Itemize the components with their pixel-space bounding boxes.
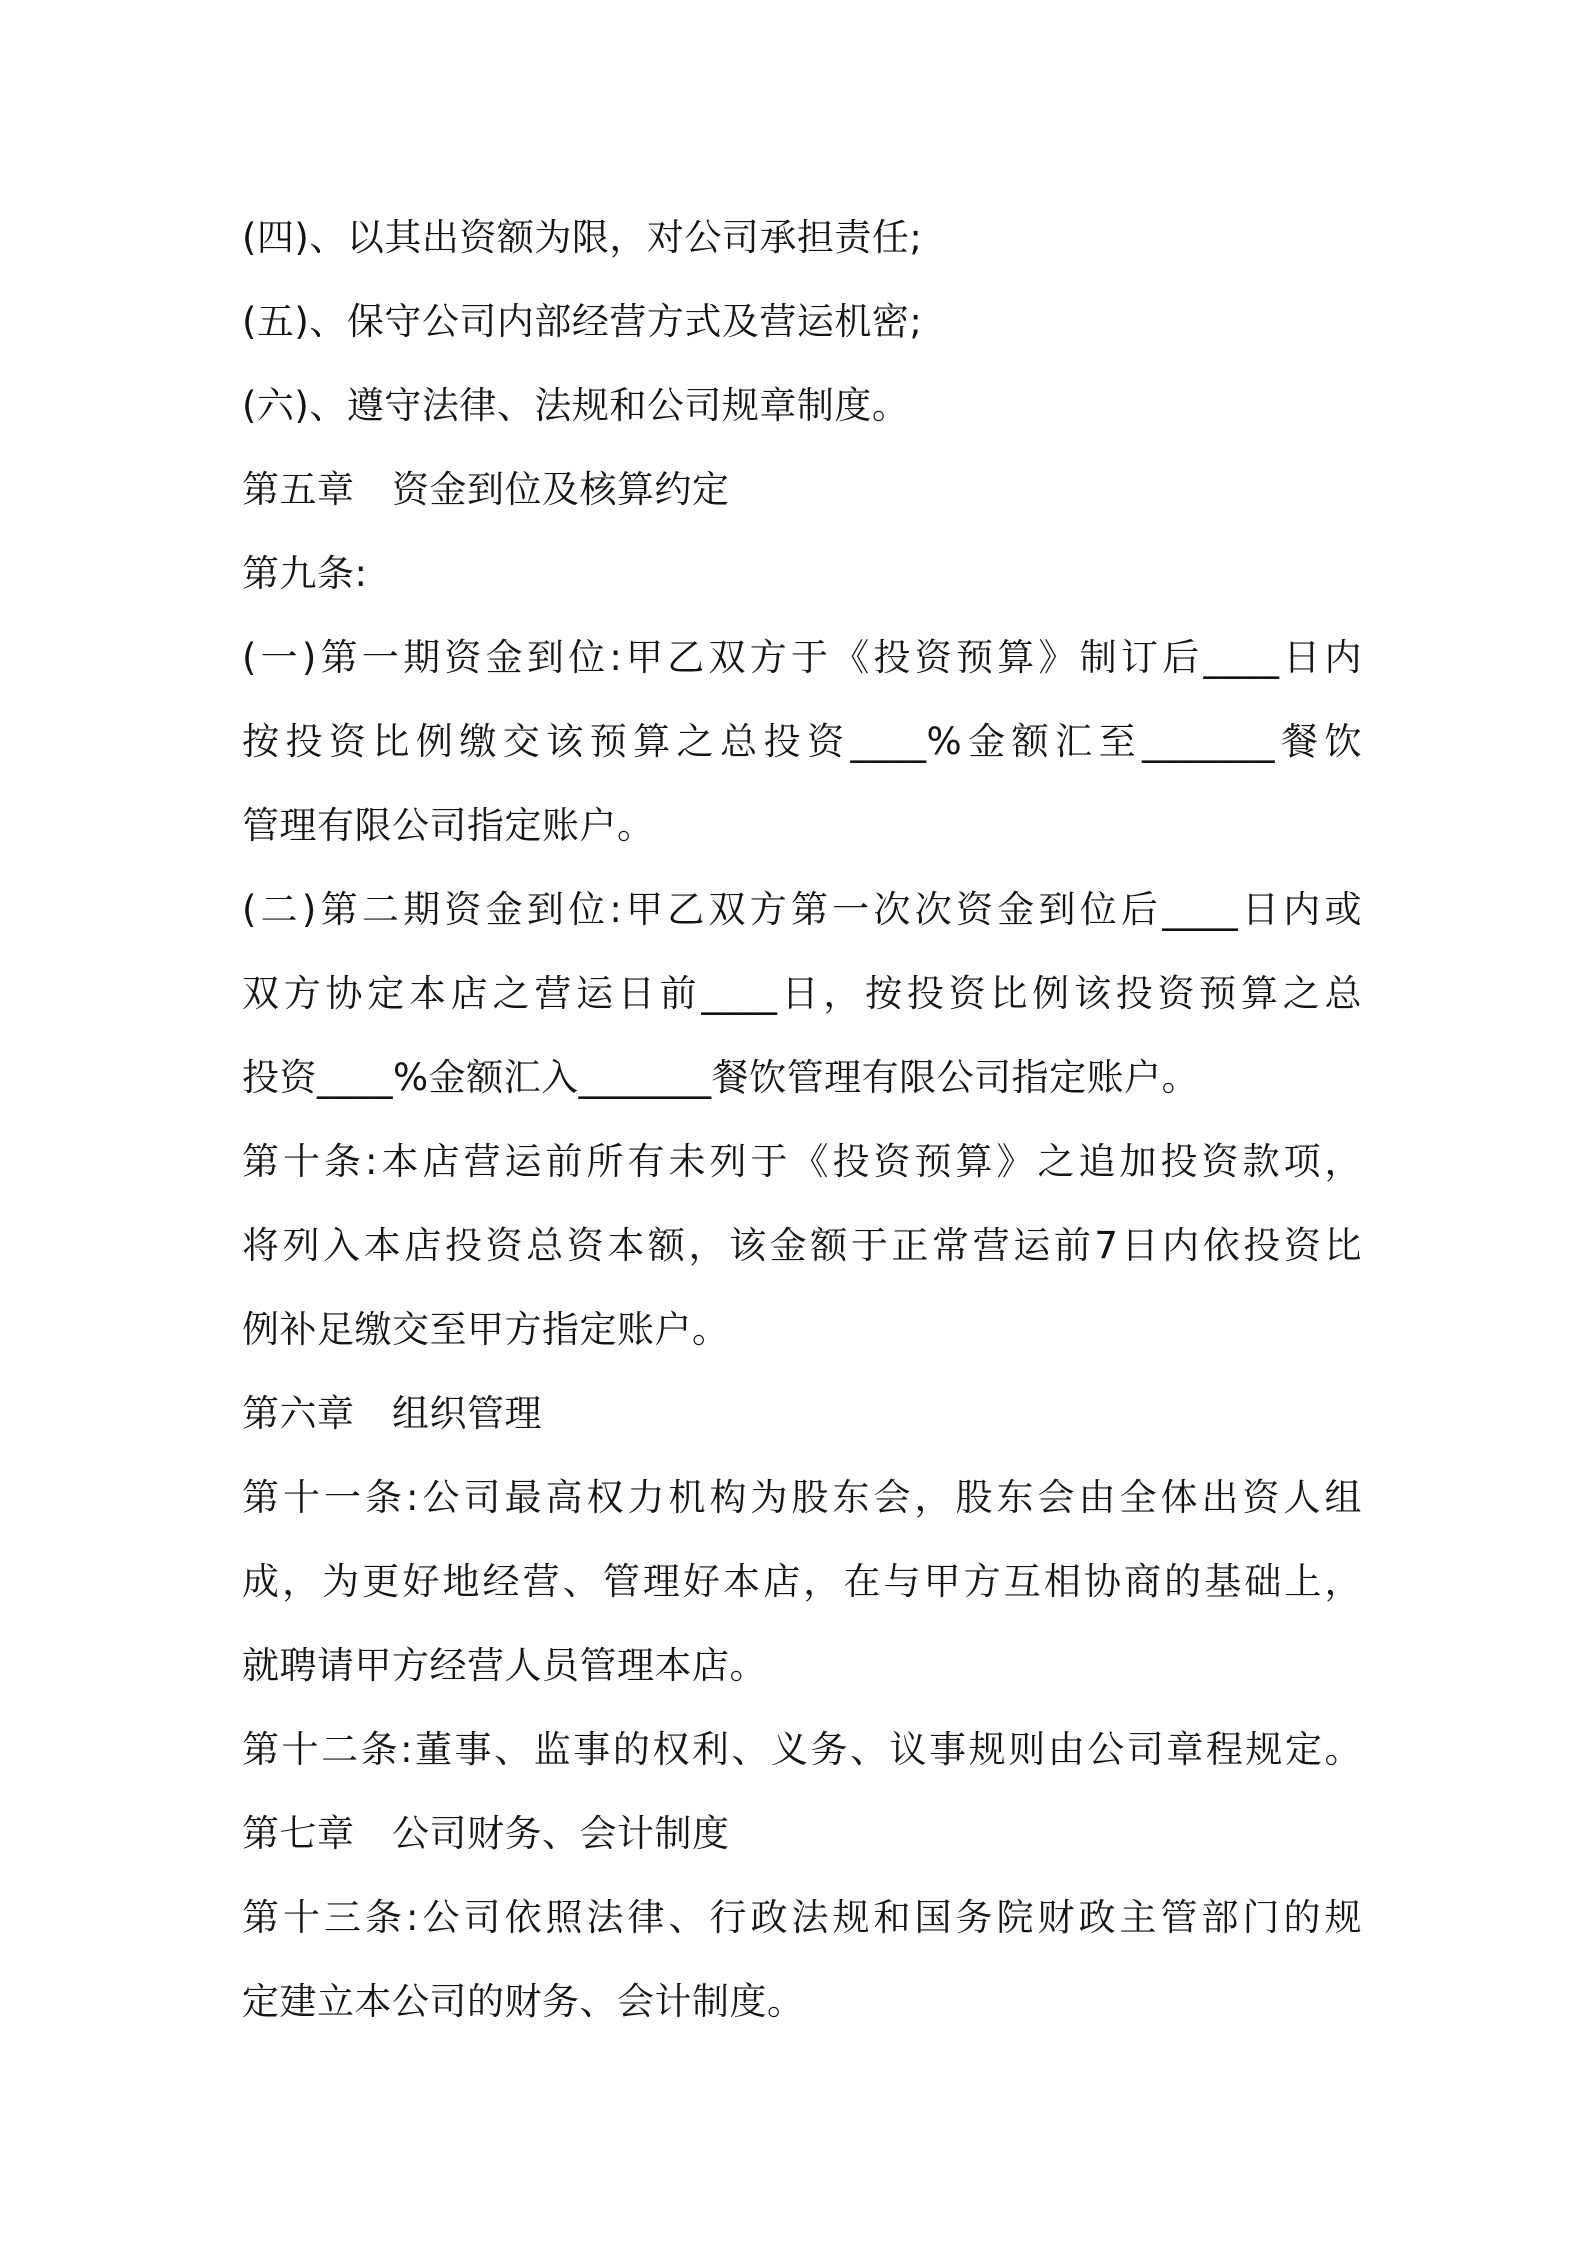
text-line: (一)第一期资金到位:甲乙双方于《投资预算》制订后____日内: [242, 636, 1362, 679]
text-line: (五)、保守公司内部经营方式及营运机密;: [242, 300, 923, 343]
text-line: (四)、以其出资额为限，对公司承担责任;: [242, 216, 923, 259]
text-line: 第十一条:公司最高权力机构为股东会，股东会由全体出资人组: [242, 1476, 1362, 1519]
chapter-heading: 第七章 公司财务、会计制度: [242, 1812, 730, 1855]
text-line: 例补足缴交至甲方指定账户。: [242, 1308, 730, 1351]
text-line: 双方协定本店之营运日前____日，按投资比例该投资预算之总: [242, 972, 1362, 1015]
text-line: 将列入本店投资总资本额，该金额于正常营运前7日内依投资比: [242, 1224, 1362, 1267]
text-line: 按投资比例缴交该预算之总投资____%金额汇至_______餐饮: [242, 720, 1362, 763]
text-line: (二)第二期资金到位:甲乙双方第一次次资金到位后____日内或: [242, 888, 1362, 931]
chapter-heading: 第五章 资金到位及核算约定: [242, 468, 730, 511]
text-line: 就聘请甲方经营人员管理本店。: [242, 1644, 767, 1687]
document-body: [242, 196, 1362, 2044]
text-line: 第十二条:董事、监事的权利、义务、议事规则由公司章程规定。: [242, 1728, 1362, 1771]
text-line: 成，为更好地经营、管理好本店，在与甲方互相协商的基础上，: [242, 1560, 1362, 1603]
text-line: 投资____%金额汇入_______餐饮管理有限公司指定账户。: [242, 1056, 1200, 1099]
text-line: 定建立本公司的财务、会计制度。: [242, 1980, 805, 2023]
text-line: 第十三条:公司依照法律、行政法规和国务院财政主管部门的规: [242, 1896, 1362, 1939]
text-line: 管理有限公司指定账户。: [242, 804, 655, 847]
article-heading: 第九条:: [242, 552, 368, 595]
text-line: (六)、遵守法律、法规和公司规章制度。: [242, 384, 910, 427]
chapter-heading: 第六章 组织管理: [242, 1392, 542, 1435]
text-line: 第十条:本店营运前所有未列于《投资预算》之追加投资款项，: [242, 1140, 1362, 1183]
